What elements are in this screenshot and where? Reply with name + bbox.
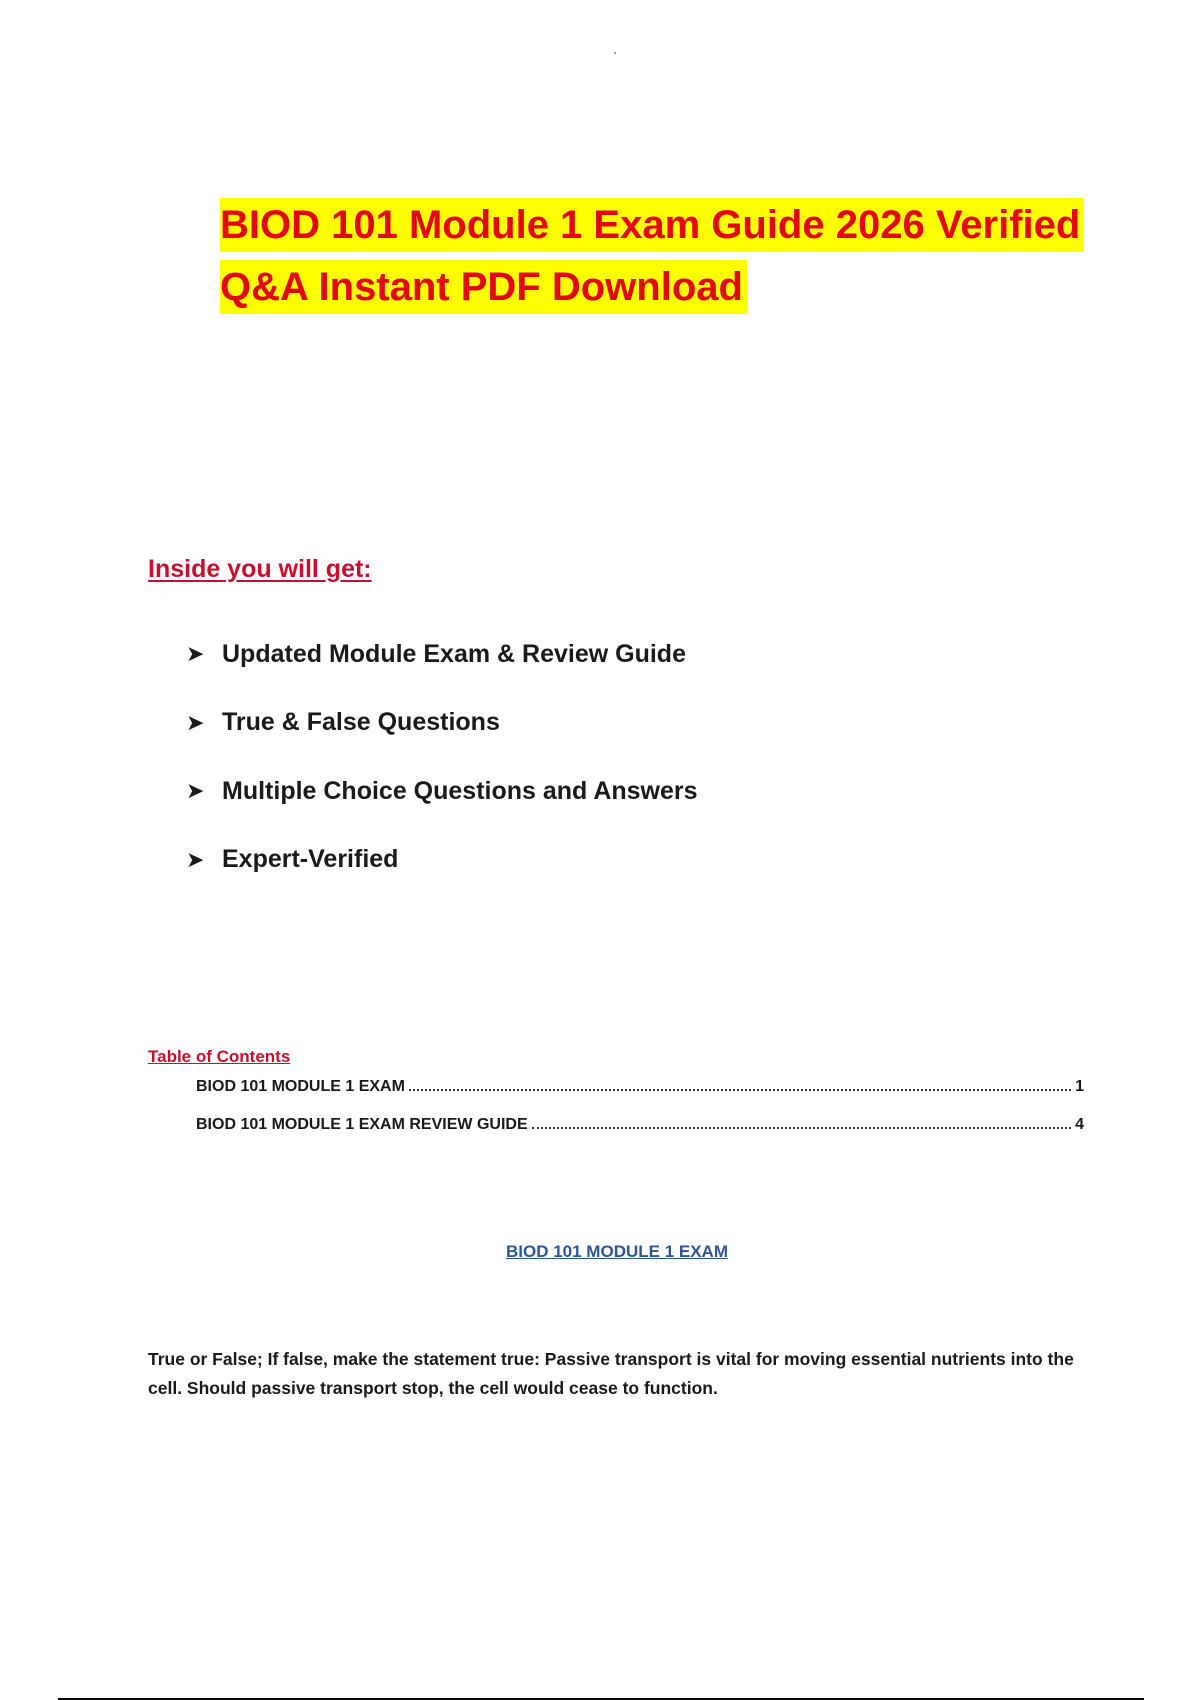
toc-leader-dots — [532, 1115, 1071, 1129]
title-line-1: BIOD 101 Module 1 Exam Guide 2026 Verified — [220, 198, 1084, 252]
title-line-2: Q&A Instant PDF Download — [220, 260, 747, 314]
toc-entry-label[interactable]: BIOD 101 MODULE 1 EXAM REVIEW GUIDE — [196, 1116, 528, 1133]
toc-leader-dots — [409, 1077, 1071, 1091]
list-item-label: Expert-Verified — [222, 845, 399, 874]
list-item — [186, 620, 698, 689]
list-item-label: True & False Questions — [222, 708, 500, 737]
arrow-bullet-icon: ➤ — [186, 709, 205, 735]
decorative-dot — [614, 52, 616, 54]
toc-entry[interactable] — [196, 1077, 1084, 1096]
arrow-bullet-icon: ➤ — [186, 641, 205, 667]
list-item-label: Updated Module Exam & Review Guide — [222, 639, 686, 668]
list-item — [186, 689, 698, 758]
arrow-bullet-icon: ➤ — [186, 778, 205, 804]
arrow-bullet-icon: ➤ — [186, 846, 205, 872]
list-item — [186, 826, 698, 895]
inside-heading: Inside you will get: — [148, 555, 372, 583]
list-item-label: Multiple Choice Questions and Answers — [222, 776, 698, 805]
toc-entry[interactable] — [196, 1115, 1084, 1134]
feature-list — [186, 620, 698, 894]
section-heading[interactable]: BIOD 101 MODULE 1 EXAM — [506, 1242, 728, 1261]
list-item — [186, 757, 698, 826]
toc-heading: Table of Contents — [148, 1047, 291, 1066]
document-title — [220, 198, 1120, 322]
question-text: True or False; If false, make the statement true: Passive transport is vital for moving essential nutrients into the cell. Should passive transport stop, the cell would cease to function. — [148, 1349, 1074, 1398]
toc-entry-label[interactable]: BIOD 101 MODULE 1 EXAM — [196, 1078, 405, 1095]
toc-entry-page[interactable]: 4 — [1075, 1116, 1084, 1133]
toc-entry-page[interactable]: 1 — [1075, 1078, 1084, 1095]
